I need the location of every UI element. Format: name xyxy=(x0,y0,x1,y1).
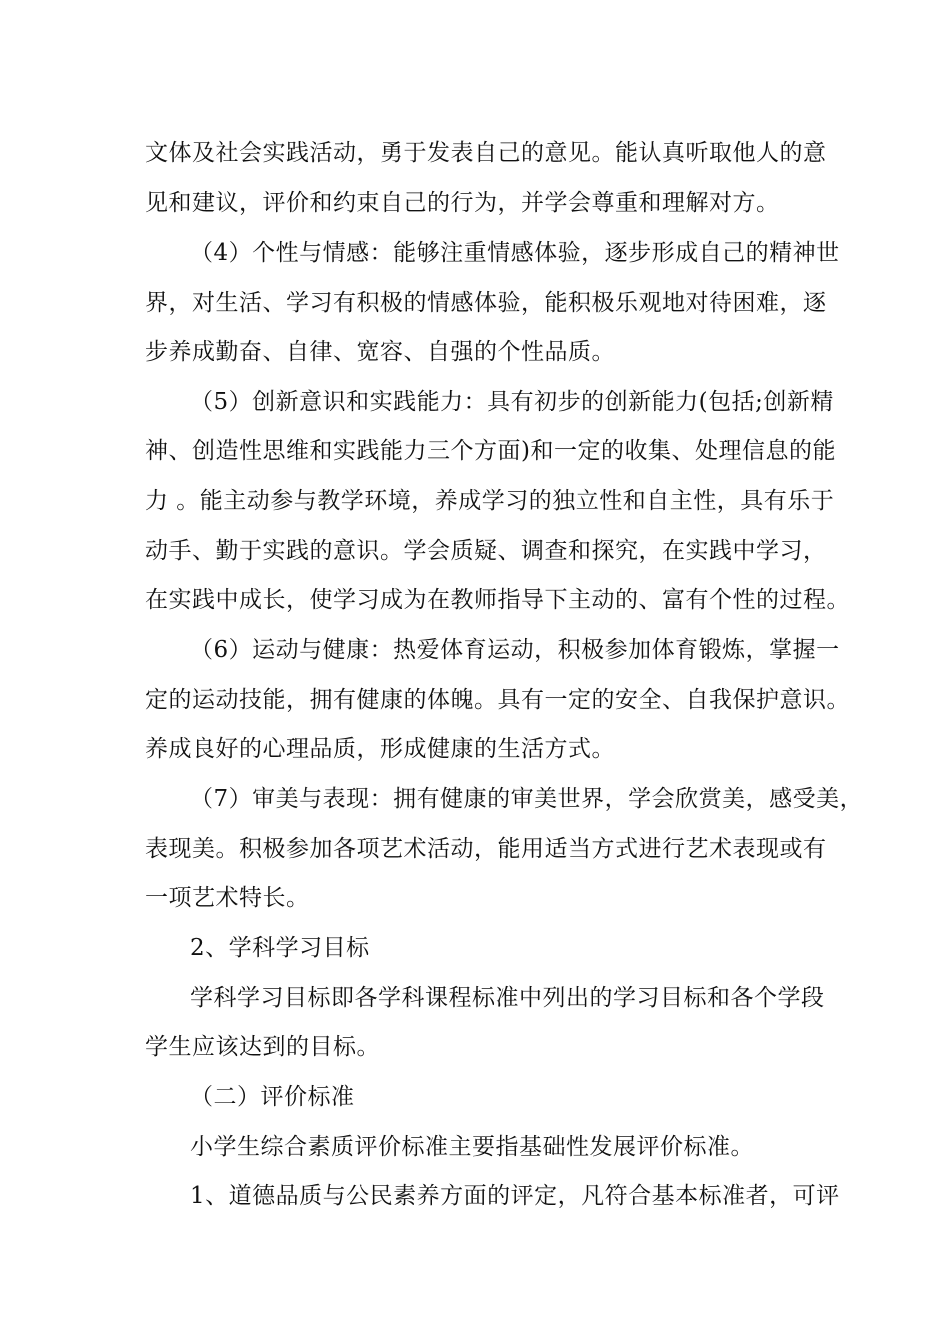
text-line: 步养成勤奋、自律、宽容、自强的个性品质。 xyxy=(145,339,615,365)
text-line: 小学生综合素质评价标准主要指基础性发展评价标准。 xyxy=(190,1134,754,1160)
text-line: （6）运动与健康：热爱体育运动，积极参加体育锻炼，掌握一 xyxy=(190,637,840,663)
text-line: 1、道德品质与公民素养方面的评定，凡符合基本标准者，可评 xyxy=(190,1183,840,1209)
text-line: 界，对生活、学习有积极的情感体验，能积极乐观地对待困难，逐 xyxy=(145,290,827,316)
text-line: 在实践中成长，使学习成为在教师指导下主动的、富有个性的过程。 xyxy=(145,587,850,613)
text-line: 表现美。积极参加各项艺术活动，能用适当方式进行艺术表现或有 xyxy=(145,836,827,862)
text-line: 学科学习目标即各学科课程标准中列出的学习目标和各个学段 xyxy=(190,985,825,1011)
text-line: （7）审美与表现：拥有健康的审美世界，学会欣赏美，感受美， xyxy=(190,786,864,812)
text-line: 文体及社会实践活动，勇于发表自己的意见。能认真听取他人的意 xyxy=(145,140,827,166)
section-heading: （二）评价标准 xyxy=(190,1084,355,1110)
text-line: 学生应该达到的目标。 xyxy=(145,1034,380,1060)
section-heading: 2、学科学习目标 xyxy=(190,935,370,961)
text-line: （5）创新意识和实践能力：具有初步的创新能力(包括;创新精 xyxy=(190,389,834,415)
text-line: 养成良好的心理品质，形成健康的生活方式。 xyxy=(145,736,615,762)
text-line: 动手、勤于实践的意识。学会质疑、调查和探究，在实践中学习， xyxy=(145,538,827,564)
text-line: （4）个性与情感：能够注重情感体验，逐步形成自己的精神世 xyxy=(190,240,840,266)
text-line: 神、创造性思维和实践能力三个方面)和一定的收集、处理信息的能 xyxy=(145,438,836,464)
text-line: 定的运动技能，拥有健康的体魄。具有一定的安全、自我保护意识。 xyxy=(145,687,850,713)
text-line: 一项艺术特长。 xyxy=(145,885,310,911)
text-line: 力 。能主动参与教学环境，养成学习的独立性和自主性，具有乐于 xyxy=(145,488,835,514)
text-line: 见和建议，评价和约束自己的行为，并学会尊重和理解对方。 xyxy=(145,190,780,216)
